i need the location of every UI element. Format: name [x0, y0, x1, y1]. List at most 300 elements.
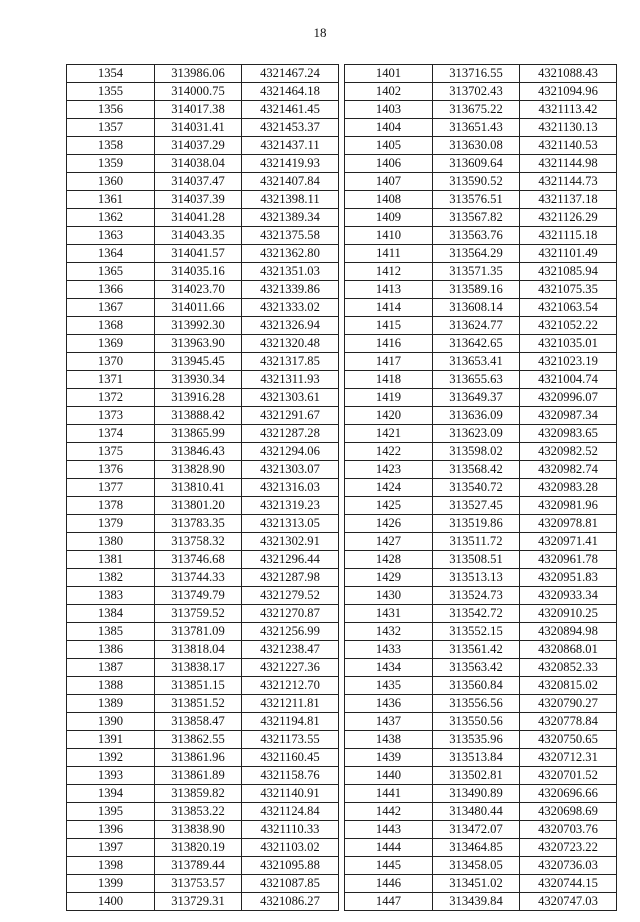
point-number-cell: 1425	[345, 497, 433, 515]
table-row	[345, 749, 617, 767]
y-coordinate-cell: 4321279.52	[242, 587, 339, 605]
x-coordinate-cell: 313480.44	[433, 803, 520, 821]
y-coordinate-cell: 4321115.18	[520, 227, 617, 245]
y-coordinate-cell: 4321313.05	[242, 515, 339, 533]
y-coordinate-cell: 4321316.03	[242, 479, 339, 497]
table-row	[67, 317, 339, 335]
point-number-cell: 1385	[67, 623, 155, 641]
y-coordinate-cell: 4321124.84	[242, 803, 339, 821]
table-row	[67, 443, 339, 461]
y-coordinate-cell: 4321287.28	[242, 425, 339, 443]
x-coordinate-cell: 313992.30	[155, 317, 242, 335]
y-coordinate-cell: 4321094.96	[520, 83, 617, 101]
y-coordinate-cell: 4320790.27	[520, 695, 617, 713]
table-row	[67, 389, 339, 407]
table-row	[67, 569, 339, 587]
y-coordinate-cell: 4321296.44	[242, 551, 339, 569]
point-number-cell: 1399	[67, 875, 155, 893]
x-coordinate-cell: 313861.96	[155, 749, 242, 767]
table-row	[67, 407, 339, 425]
y-coordinate-cell: 4320701.52	[520, 767, 617, 785]
table-row	[67, 839, 339, 857]
table-row	[67, 245, 339, 263]
point-number-cell: 1421	[345, 425, 433, 443]
table-row	[67, 551, 339, 569]
point-number-cell: 1390	[67, 713, 155, 731]
page-number: 18	[313, 25, 327, 40]
point-number-cell: 1422	[345, 443, 433, 461]
x-coordinate-cell: 313675.22	[433, 101, 520, 119]
x-coordinate-cell: 313702.43	[433, 83, 520, 101]
x-coordinate-cell: 313865.99	[155, 425, 242, 443]
x-coordinate-cell: 313556.56	[433, 695, 520, 713]
table-row	[345, 137, 617, 155]
x-coordinate-cell: 313930.34	[155, 371, 242, 389]
point-number-cell: 1401	[345, 65, 433, 83]
point-number-cell: 1439	[345, 749, 433, 767]
y-coordinate-cell: 4321086.27	[242, 893, 339, 911]
y-coordinate-cell: 4321194.81	[242, 713, 339, 731]
y-coordinate-cell: 4321137.18	[520, 191, 617, 209]
point-number-cell: 1354	[67, 65, 155, 83]
table-row	[67, 713, 339, 731]
y-coordinate-cell: 4321389.34	[242, 209, 339, 227]
y-coordinate-cell: 4320961.78	[520, 551, 617, 569]
x-coordinate-cell: 313508.51	[433, 551, 520, 569]
point-number-cell: 1400	[67, 893, 155, 911]
x-coordinate-cell: 313986.06	[155, 65, 242, 83]
x-coordinate-cell: 313502.81	[433, 767, 520, 785]
point-number-cell: 1396	[67, 821, 155, 839]
table-row	[67, 677, 339, 695]
table-row	[345, 695, 617, 713]
table-row	[67, 497, 339, 515]
x-coordinate-cell: 313624.77	[433, 317, 520, 335]
x-coordinate-cell: 313653.41	[433, 353, 520, 371]
x-coordinate-cell: 313838.17	[155, 659, 242, 677]
table-row	[67, 425, 339, 443]
y-coordinate-cell: 4321113.42	[520, 101, 617, 119]
point-number-cell: 1365	[67, 263, 155, 281]
x-coordinate-cell: 313649.37	[433, 389, 520, 407]
point-number-cell: 1397	[67, 839, 155, 857]
point-number-cell: 1378	[67, 497, 155, 515]
point-number-cell: 1388	[67, 677, 155, 695]
y-coordinate-cell: 4320723.22	[520, 839, 617, 857]
x-coordinate-cell: 313511.72	[433, 533, 520, 551]
point-number-cell: 1443	[345, 821, 433, 839]
table-row	[345, 533, 617, 551]
table-row	[345, 731, 617, 749]
point-number-cell: 1398	[67, 857, 155, 875]
x-coordinate-cell: 313859.82	[155, 785, 242, 803]
y-coordinate-cell: 4321464.18	[242, 83, 339, 101]
x-coordinate-cell: 313490.89	[433, 785, 520, 803]
x-coordinate-cell: 314037.39	[155, 191, 242, 209]
table-row	[67, 785, 339, 803]
point-number-cell: 1408	[345, 191, 433, 209]
point-number-cell: 1392	[67, 749, 155, 767]
table-row	[345, 641, 617, 659]
coordinates-table-right-body	[345, 65, 617, 911]
point-number-cell: 1368	[67, 317, 155, 335]
point-number-cell: 1429	[345, 569, 433, 587]
table-row	[345, 191, 617, 209]
y-coordinate-cell: 4320750.65	[520, 731, 617, 749]
x-coordinate-cell: 313759.52	[155, 605, 242, 623]
point-number-cell: 1372	[67, 389, 155, 407]
table-row	[345, 407, 617, 425]
coordinates-table-right	[344, 64, 617, 911]
table-row	[67, 263, 339, 281]
table-row	[345, 425, 617, 443]
x-coordinate-cell: 314037.47	[155, 173, 242, 191]
y-coordinate-cell: 4321160.45	[242, 749, 339, 767]
table-row	[67, 155, 339, 173]
point-number-cell: 1363	[67, 227, 155, 245]
table-row	[345, 623, 617, 641]
y-coordinate-cell: 4321004.74	[520, 371, 617, 389]
y-coordinate-cell: 4320696.66	[520, 785, 617, 803]
x-coordinate-cell: 313589.16	[433, 281, 520, 299]
table-row	[67, 875, 339, 893]
point-number-cell: 1409	[345, 209, 433, 227]
point-number-cell: 1402	[345, 83, 433, 101]
table-row	[345, 389, 617, 407]
x-coordinate-cell: 313464.85	[433, 839, 520, 857]
x-coordinate-cell: 313651.43	[433, 119, 520, 137]
point-number-cell: 1411	[345, 245, 433, 263]
x-coordinate-cell: 313888.42	[155, 407, 242, 425]
table-row	[67, 587, 339, 605]
x-coordinate-cell: 313783.35	[155, 515, 242, 533]
x-coordinate-cell: 313781.09	[155, 623, 242, 641]
table-row	[67, 461, 339, 479]
x-coordinate-cell: 313451.02	[433, 875, 520, 893]
table-row	[345, 83, 617, 101]
point-number-cell: 1420	[345, 407, 433, 425]
x-coordinate-cell: 313567.82	[433, 209, 520, 227]
table-row	[67, 101, 339, 119]
table-row	[345, 785, 617, 803]
y-coordinate-cell: 4321035.01	[520, 335, 617, 353]
x-coordinate-cell: 313576.51	[433, 191, 520, 209]
y-coordinate-cell: 4321351.03	[242, 263, 339, 281]
table-row	[345, 875, 617, 893]
point-number-cell: 1379	[67, 515, 155, 533]
x-coordinate-cell: 313513.13	[433, 569, 520, 587]
table-row	[345, 461, 617, 479]
point-number-cell: 1383	[67, 587, 155, 605]
y-coordinate-cell: 4321339.86	[242, 281, 339, 299]
table-row	[345, 335, 617, 353]
x-coordinate-cell: 313623.09	[433, 425, 520, 443]
y-coordinate-cell: 4321270.87	[242, 605, 339, 623]
table-row	[345, 605, 617, 623]
y-coordinate-cell: 4321291.67	[242, 407, 339, 425]
x-coordinate-cell: 314023.70	[155, 281, 242, 299]
table-row	[67, 119, 339, 137]
point-number-cell: 1366	[67, 281, 155, 299]
table-row	[67, 533, 339, 551]
table-row	[67, 731, 339, 749]
table-row	[345, 353, 617, 371]
y-coordinate-cell: 4321063.54	[520, 299, 617, 317]
y-coordinate-cell: 4320971.41	[520, 533, 617, 551]
x-coordinate-cell: 313838.90	[155, 821, 242, 839]
y-coordinate-cell: 4320868.01	[520, 641, 617, 659]
y-coordinate-cell: 4321453.37	[242, 119, 339, 137]
x-coordinate-cell: 313746.68	[155, 551, 242, 569]
table-row	[67, 605, 339, 623]
y-coordinate-cell: 4321302.91	[242, 533, 339, 551]
table-row	[345, 839, 617, 857]
y-coordinate-cell: 4321375.58	[242, 227, 339, 245]
y-coordinate-cell: 4320815.02	[520, 677, 617, 695]
x-coordinate-cell: 313801.20	[155, 497, 242, 515]
table-row	[67, 749, 339, 767]
y-coordinate-cell: 4321294.06	[242, 443, 339, 461]
x-coordinate-cell: 313758.32	[155, 533, 242, 551]
y-coordinate-cell: 4321023.19	[520, 353, 617, 371]
table-row	[67, 659, 339, 677]
table-row	[67, 371, 339, 389]
x-coordinate-cell: 314043.35	[155, 227, 242, 245]
point-number-cell: 1418	[345, 371, 433, 389]
table-row	[345, 515, 617, 533]
y-coordinate-cell: 4320894.98	[520, 623, 617, 641]
x-coordinate-cell: 313563.76	[433, 227, 520, 245]
point-number-cell: 1359	[67, 155, 155, 173]
x-coordinate-cell: 314000.75	[155, 83, 242, 101]
x-coordinate-cell: 313524.73	[433, 587, 520, 605]
table-row	[345, 317, 617, 335]
y-coordinate-cell: 4321256.99	[242, 623, 339, 641]
x-coordinate-cell: 313560.84	[433, 677, 520, 695]
y-coordinate-cell: 4321398.11	[242, 191, 339, 209]
point-number-cell: 1430	[345, 587, 433, 605]
y-coordinate-cell: 4321140.91	[242, 785, 339, 803]
point-number-cell: 1446	[345, 875, 433, 893]
x-coordinate-cell: 314041.57	[155, 245, 242, 263]
x-coordinate-cell: 313564.29	[433, 245, 520, 263]
y-coordinate-cell: 4321320.48	[242, 335, 339, 353]
x-coordinate-cell: 313535.96	[433, 731, 520, 749]
y-coordinate-cell: 4320703.76	[520, 821, 617, 839]
point-number-cell: 1374	[67, 425, 155, 443]
y-coordinate-cell: 4321333.02	[242, 299, 339, 317]
x-coordinate-cell: 313561.42	[433, 641, 520, 659]
y-coordinate-cell: 4320744.15	[520, 875, 617, 893]
y-coordinate-cell: 4320736.03	[520, 857, 617, 875]
table-row	[345, 497, 617, 515]
x-coordinate-cell: 313519.86	[433, 515, 520, 533]
x-coordinate-cell: 313636.09	[433, 407, 520, 425]
y-coordinate-cell: 4321311.93	[242, 371, 339, 389]
x-coordinate-cell: 314017.38	[155, 101, 242, 119]
x-coordinate-cell: 313810.41	[155, 479, 242, 497]
point-number-cell: 1434	[345, 659, 433, 677]
point-number-cell: 1428	[345, 551, 433, 569]
y-coordinate-cell: 4321227.36	[242, 659, 339, 677]
table-row	[345, 659, 617, 677]
point-number-cell: 1426	[345, 515, 433, 533]
y-coordinate-cell: 4321467.24	[242, 65, 339, 83]
x-coordinate-cell: 313655.63	[433, 371, 520, 389]
y-coordinate-cell: 4321052.22	[520, 317, 617, 335]
table-row	[67, 299, 339, 317]
point-number-cell: 1416	[345, 335, 433, 353]
x-coordinate-cell: 313590.52	[433, 173, 520, 191]
table-row	[345, 173, 617, 191]
point-number-cell: 1412	[345, 263, 433, 281]
point-number-cell: 1395	[67, 803, 155, 821]
y-coordinate-cell: 4321087.85	[242, 875, 339, 893]
table-row	[345, 263, 617, 281]
table-row	[67, 623, 339, 641]
table-row	[345, 857, 617, 875]
table-row	[345, 299, 617, 317]
y-coordinate-cell: 4321317.85	[242, 353, 339, 371]
y-coordinate-cell: 4321088.43	[520, 65, 617, 83]
point-number-cell: 1419	[345, 389, 433, 407]
table-row	[67, 821, 339, 839]
point-number-cell: 1377	[67, 479, 155, 497]
x-coordinate-cell: 313542.72	[433, 605, 520, 623]
table-row	[345, 893, 617, 911]
point-number-cell: 1369	[67, 335, 155, 353]
table-row	[345, 281, 617, 299]
y-coordinate-cell: 4321287.98	[242, 569, 339, 587]
y-coordinate-cell: 4321144.98	[520, 155, 617, 173]
y-coordinate-cell: 4320981.96	[520, 497, 617, 515]
x-coordinate-cell: 313744.33	[155, 569, 242, 587]
table-row	[345, 101, 617, 119]
x-coordinate-cell: 313609.64	[433, 155, 520, 173]
point-number-cell: 1431	[345, 605, 433, 623]
x-coordinate-cell: 313858.47	[155, 713, 242, 731]
table-row	[67, 281, 339, 299]
y-coordinate-cell: 4321110.33	[242, 821, 339, 839]
x-coordinate-cell: 313608.14	[433, 299, 520, 317]
table-row	[345, 587, 617, 605]
x-coordinate-cell: 313472.07	[433, 821, 520, 839]
y-coordinate-cell: 4321211.81	[242, 695, 339, 713]
table-row	[67, 209, 339, 227]
x-coordinate-cell: 313513.84	[433, 749, 520, 767]
point-number-cell: 1404	[345, 119, 433, 137]
y-coordinate-cell: 4321085.94	[520, 263, 617, 281]
y-coordinate-cell: 4321130.13	[520, 119, 617, 137]
y-coordinate-cell: 4321103.02	[242, 839, 339, 857]
point-number-cell: 1447	[345, 893, 433, 911]
y-coordinate-cell: 4321144.73	[520, 173, 617, 191]
point-number-cell: 1441	[345, 785, 433, 803]
x-coordinate-cell: 313563.42	[433, 659, 520, 677]
y-coordinate-cell: 4321140.53	[520, 137, 617, 155]
y-coordinate-cell: 4320712.31	[520, 749, 617, 767]
x-coordinate-cell: 313916.28	[155, 389, 242, 407]
point-number-cell: 1376	[67, 461, 155, 479]
table-row	[345, 803, 617, 821]
x-coordinate-cell: 313527.45	[433, 497, 520, 515]
table-row	[67, 695, 339, 713]
table-row	[67, 227, 339, 245]
x-coordinate-cell: 313568.42	[433, 461, 520, 479]
point-number-cell: 1444	[345, 839, 433, 857]
table-row	[345, 155, 617, 173]
table-row	[67, 83, 339, 101]
point-number-cell: 1438	[345, 731, 433, 749]
x-coordinate-cell: 313749.79	[155, 587, 242, 605]
x-coordinate-cell: 313540.72	[433, 479, 520, 497]
x-coordinate-cell: 313458.05	[433, 857, 520, 875]
point-number-cell: 1424	[345, 479, 433, 497]
y-coordinate-cell: 4321303.07	[242, 461, 339, 479]
table-row	[345, 227, 617, 245]
y-coordinate-cell: 4321419.93	[242, 155, 339, 173]
table-row	[67, 137, 339, 155]
x-coordinate-cell: 313598.02	[433, 443, 520, 461]
y-coordinate-cell: 4320983.65	[520, 425, 617, 443]
point-number-cell: 1370	[67, 353, 155, 371]
point-number-cell: 1362	[67, 209, 155, 227]
table-row	[67, 893, 339, 911]
x-coordinate-cell: 314038.04	[155, 155, 242, 173]
x-coordinate-cell: 313861.89	[155, 767, 242, 785]
table-row	[67, 65, 339, 83]
x-coordinate-cell: 313753.57	[155, 875, 242, 893]
table-row	[345, 245, 617, 263]
y-coordinate-cell: 4321303.61	[242, 389, 339, 407]
x-coordinate-cell: 314031.41	[155, 119, 242, 137]
x-coordinate-cell: 313571.35	[433, 263, 520, 281]
point-number-cell: 1436	[345, 695, 433, 713]
table-row	[67, 641, 339, 659]
table-row	[67, 353, 339, 371]
point-number-cell: 1358	[67, 137, 155, 155]
y-coordinate-cell: 4321075.35	[520, 281, 617, 299]
table-row	[67, 191, 339, 209]
table-row	[67, 857, 339, 875]
point-number-cell: 1360	[67, 173, 155, 191]
point-number-cell: 1367	[67, 299, 155, 317]
point-number-cell: 1389	[67, 695, 155, 713]
table-row	[345, 119, 617, 137]
point-number-cell: 1364	[67, 245, 155, 263]
table-row	[345, 821, 617, 839]
point-number-cell: 1442	[345, 803, 433, 821]
table-row	[345, 443, 617, 461]
point-number-cell: 1440	[345, 767, 433, 785]
point-number-cell: 1373	[67, 407, 155, 425]
y-coordinate-cell: 4320982.52	[520, 443, 617, 461]
table-row	[345, 371, 617, 389]
table-row	[345, 713, 617, 731]
point-number-cell: 1405	[345, 137, 433, 155]
y-coordinate-cell: 4320982.74	[520, 461, 617, 479]
y-coordinate-cell: 4321326.94	[242, 317, 339, 335]
x-coordinate-cell: 313552.15	[433, 623, 520, 641]
coordinates-table-left	[66, 64, 339, 911]
point-number-cell: 1403	[345, 101, 433, 119]
x-coordinate-cell: 314035.16	[155, 263, 242, 281]
point-number-cell: 1433	[345, 641, 433, 659]
x-coordinate-cell: 313550.56	[433, 713, 520, 731]
point-number-cell: 1410	[345, 227, 433, 245]
x-coordinate-cell: 313716.55	[433, 65, 520, 83]
table-row	[67, 335, 339, 353]
